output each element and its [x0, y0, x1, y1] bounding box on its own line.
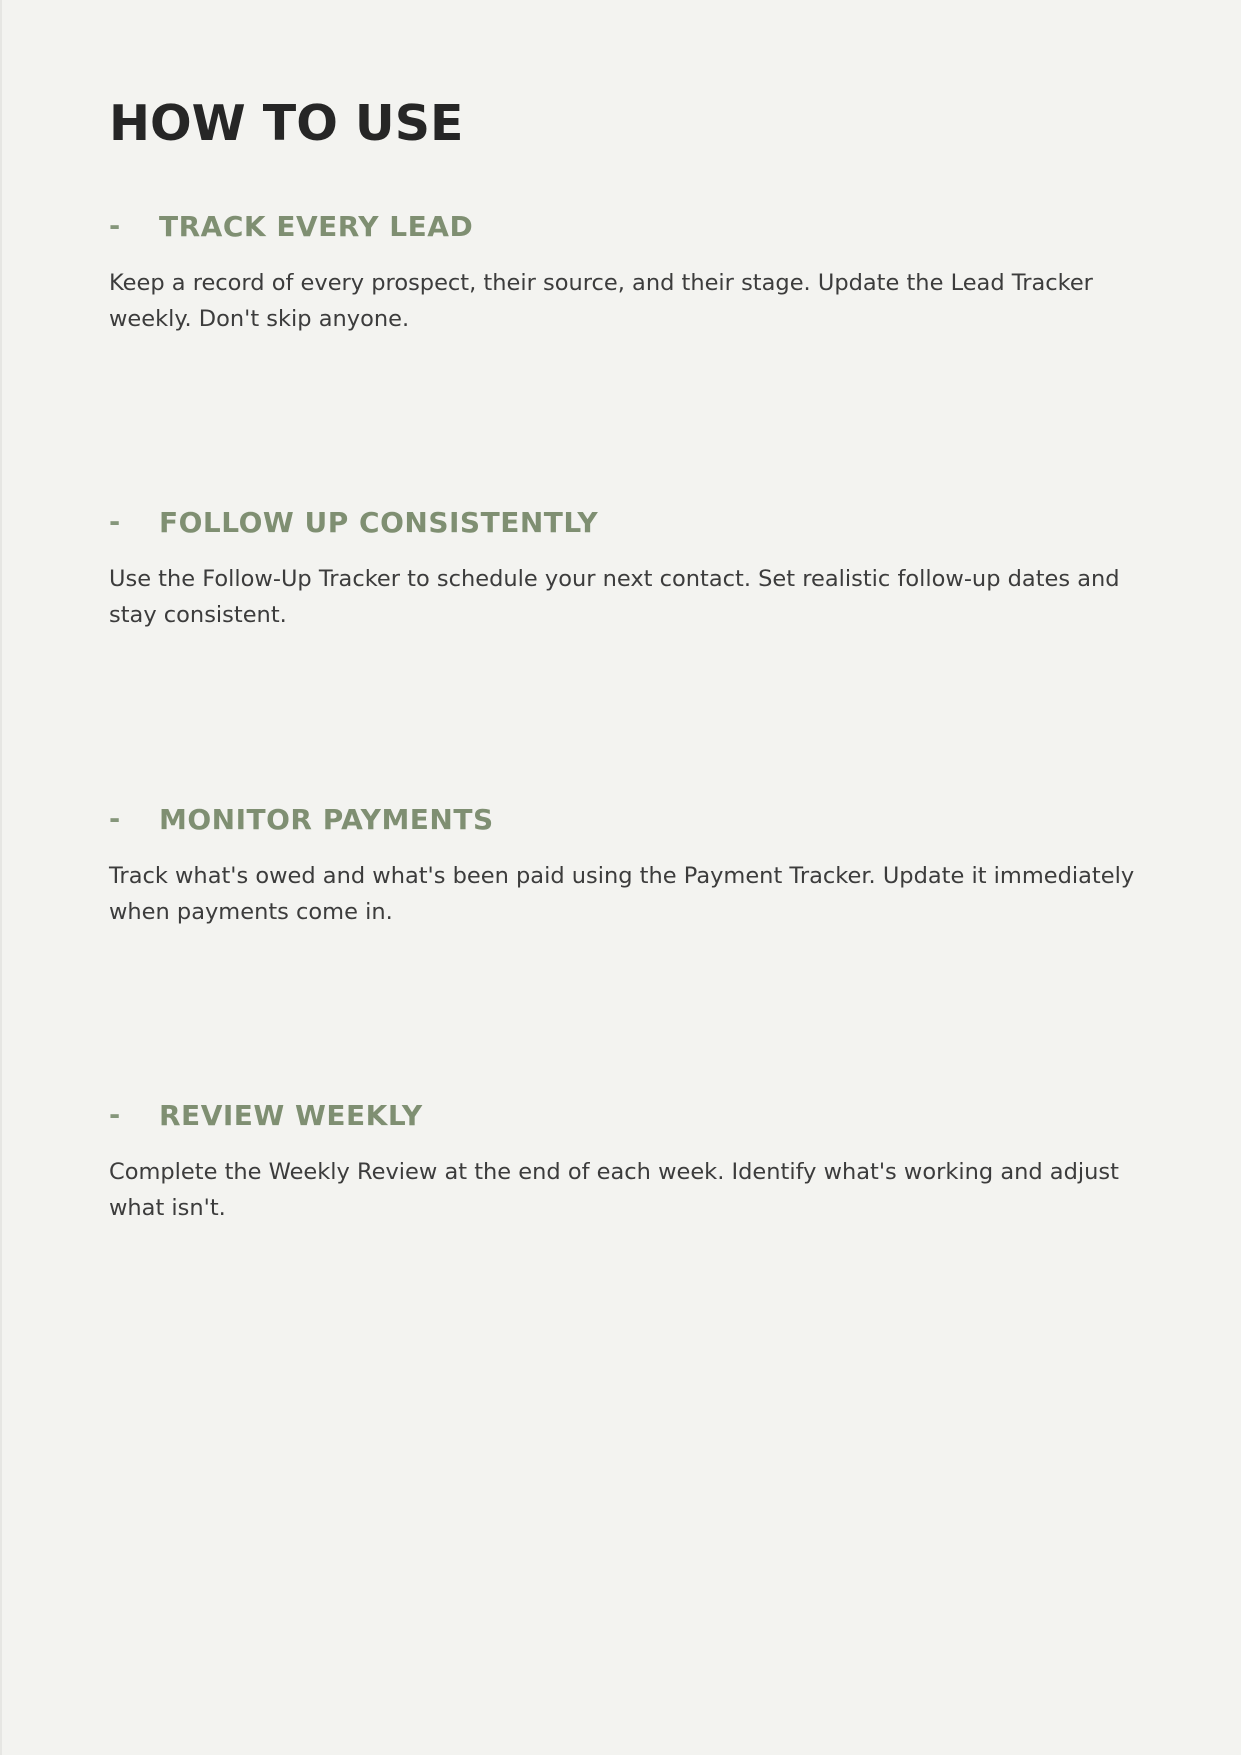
- section-body: Track what's owed and what's been paid using the Payment Tracker. Update it immediately when payments come in.: [109, 863, 1135, 925]
- section-monitor-payments: [109, 800, 1149, 930]
- bullet-dash: -: [109, 211, 121, 242]
- section-heading: [109, 207, 1149, 247]
- section-heading: [109, 1096, 1149, 1136]
- bullet-dash: -: [109, 1100, 121, 1131]
- section-body: Keep a record of every prospect, their source, and their stage. Update the Lead Tracker weekly. Don't skip anyone.: [109, 270, 1093, 332]
- section-title: REVIEW WEEKLY: [159, 1099, 423, 1132]
- section-follow-up-consistently: [109, 503, 1149, 633]
- section-heading: [109, 503, 1149, 543]
- page-title: HOW TO USE: [109, 95, 464, 152]
- section-body: Use the Follow-Up Tracker to schedule your next contact. Set realistic follow-up dates and stay consistent.: [109, 566, 1120, 628]
- section-heading: [109, 800, 1149, 840]
- section-title: MONITOR PAYMENTS: [159, 803, 494, 836]
- section-review-weekly: [109, 1096, 1149, 1226]
- section-body: Complete the Weekly Review at the end of each week. Identify what's working and adjust what isn't.: [109, 1159, 1119, 1221]
- section-track-every-lead: [109, 207, 1149, 337]
- bullet-dash: -: [109, 804, 121, 835]
- bullet-dash: -: [109, 507, 121, 538]
- section-title: TRACK EVERY LEAD: [159, 210, 474, 243]
- section-title: FOLLOW UP CONSISTENTLY: [159, 506, 599, 539]
